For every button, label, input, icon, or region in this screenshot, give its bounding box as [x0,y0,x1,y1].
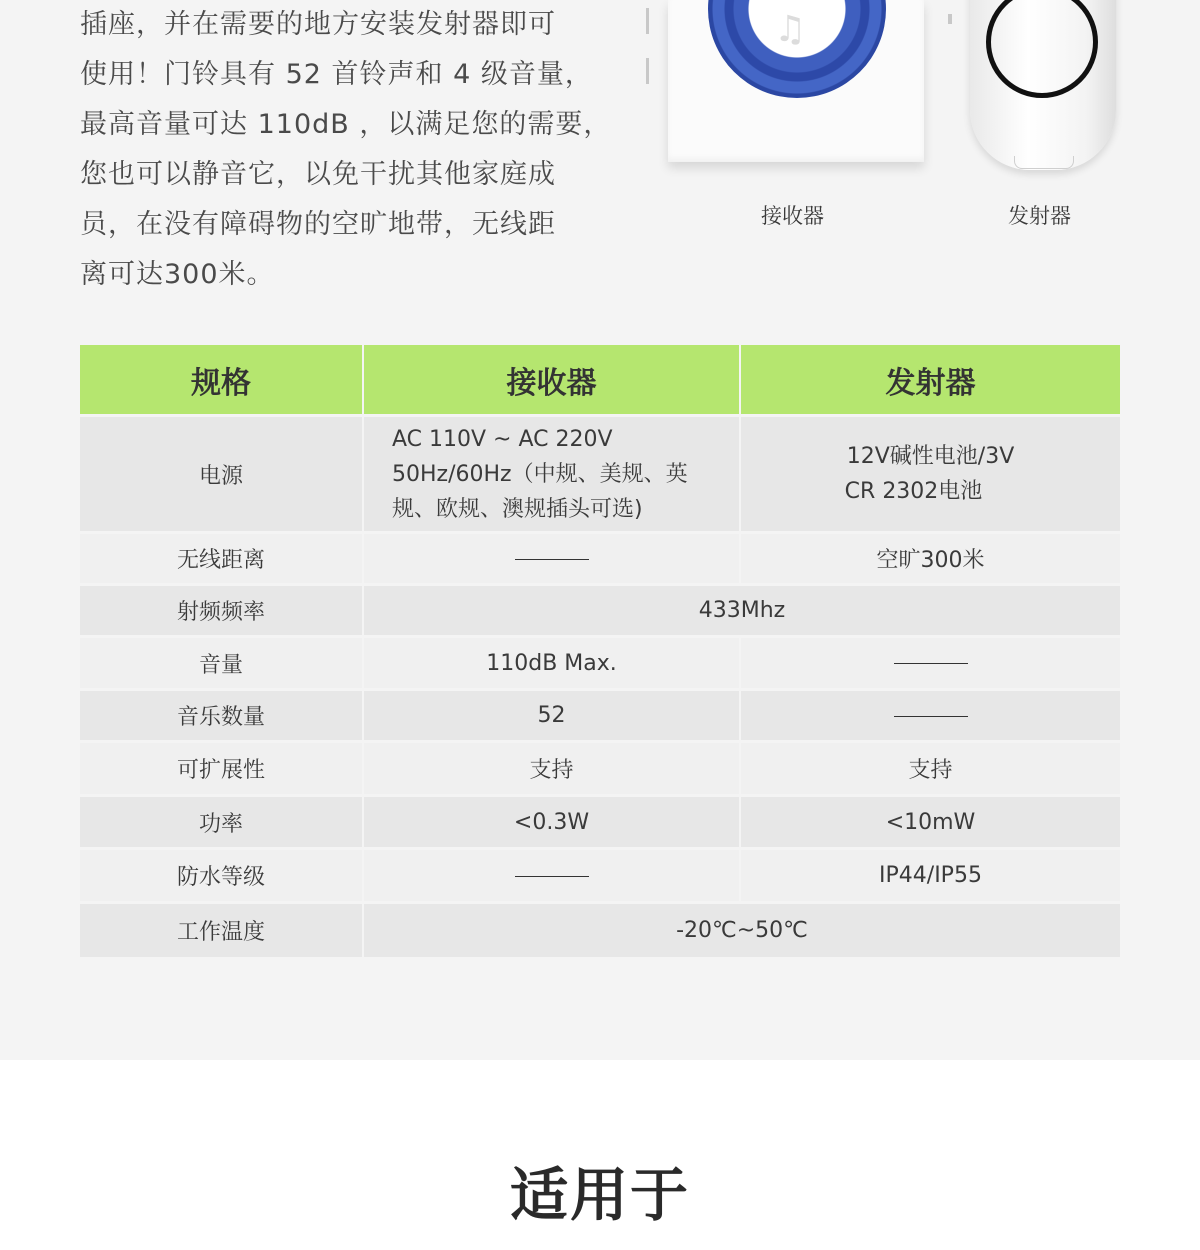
empty-dash [515,876,589,877]
receiver-cell: <0.3W [363,796,740,849]
table-row [80,637,1120,690]
table-row [80,690,1120,742]
transmitter-caption: 发射器 [1008,204,1071,228]
receiver-cell: 110dB Max. [363,637,740,690]
transmitter-clip [1014,156,1074,169]
empty-dash [894,663,968,664]
table-row [80,849,1120,903]
table-row [80,742,1120,796]
intro-line: 您也可以静音它，以免干扰其他家庭成 [80,159,556,190]
receiver-power-line: 规、欧规、澳规插头可选) [392,496,643,522]
applicable-section [0,1060,1200,1250]
transmitter-cell [740,690,1120,742]
transmitter-cell [740,637,1120,690]
transmitter-cell: 支持 [740,742,1120,796]
spec-cell: 音乐数量 [80,690,363,742]
table-row [80,585,1120,637]
merged-cell: -20℃~50℃ [363,903,1120,957]
merged-cell: 433Mhz [363,585,1120,637]
intro-line: 员，在没有障碍物的空旷地带，无线距 [80,209,556,240]
intro-text [80,0,620,300]
spec-cell: 无线距离 [80,533,363,585]
transmitter-cell: 空旷300米 [740,533,1120,585]
receiver-image [668,0,924,162]
transmitter-power-line: CR 2302电池 [844,479,983,504]
table-row [80,533,1120,585]
table-header-row [80,345,1120,416]
receiver-edge [646,8,649,88]
transmitter-button-ring [986,0,1098,98]
intro-line: 最高音量可达 110dB ，以满足您的需要， [80,109,612,140]
spec-cell: 工作温度 [80,903,363,957]
spec-cell: 防水等级 [80,849,363,903]
table-row [80,903,1120,957]
spec-cell: 功率 [80,796,363,849]
transmitter-cell: <10mW [740,796,1120,849]
receiver-cell [363,533,740,585]
spec-cell: 可扩展性 [80,742,363,796]
receiver-cell: 52 [363,690,740,742]
spec-table [80,345,1120,957]
intro-line: 离可达300米。 [80,259,275,290]
header-transmitter: 发射器 [740,345,1120,416]
spec-cell: 音量 [80,637,363,690]
header-spec: 规格 [80,345,363,416]
empty-dash [515,559,589,560]
receiver-cell [363,849,740,903]
transmitter-cell [740,416,1120,533]
receiver-cell: 支持 [363,742,740,796]
header-receiver: 接收器 [363,345,740,416]
empty-dash [894,716,968,717]
section-title: 适用于 [509,1161,690,1229]
transmitter-power-line: 12V碱性电池/3V [846,444,1015,469]
intro-line: 插座，并在需要的地方安装发射器即可 [80,9,556,40]
spec-cell: 射频频率 [80,585,363,637]
table-row [80,796,1120,849]
receiver-caption: 接收器 [761,204,824,228]
table-row [80,416,1120,533]
transmitter-cell: IP44/IP55 [740,849,1120,903]
receiver-power-line: 50Hz/60Hz（中规、美规、英 [392,461,688,487]
receiver-cell [363,416,740,533]
receiver-power-line: AC 110V ~ AC 220V [392,426,613,452]
intro-line: 使用！门铃具有 52 首铃声和 4 级音量， [80,59,593,90]
music-note-icon: ♫ [773,9,807,50]
transmitter-mark [948,14,952,24]
transmitter-image [970,0,1116,170]
spec-cell: 电源 [80,416,363,533]
